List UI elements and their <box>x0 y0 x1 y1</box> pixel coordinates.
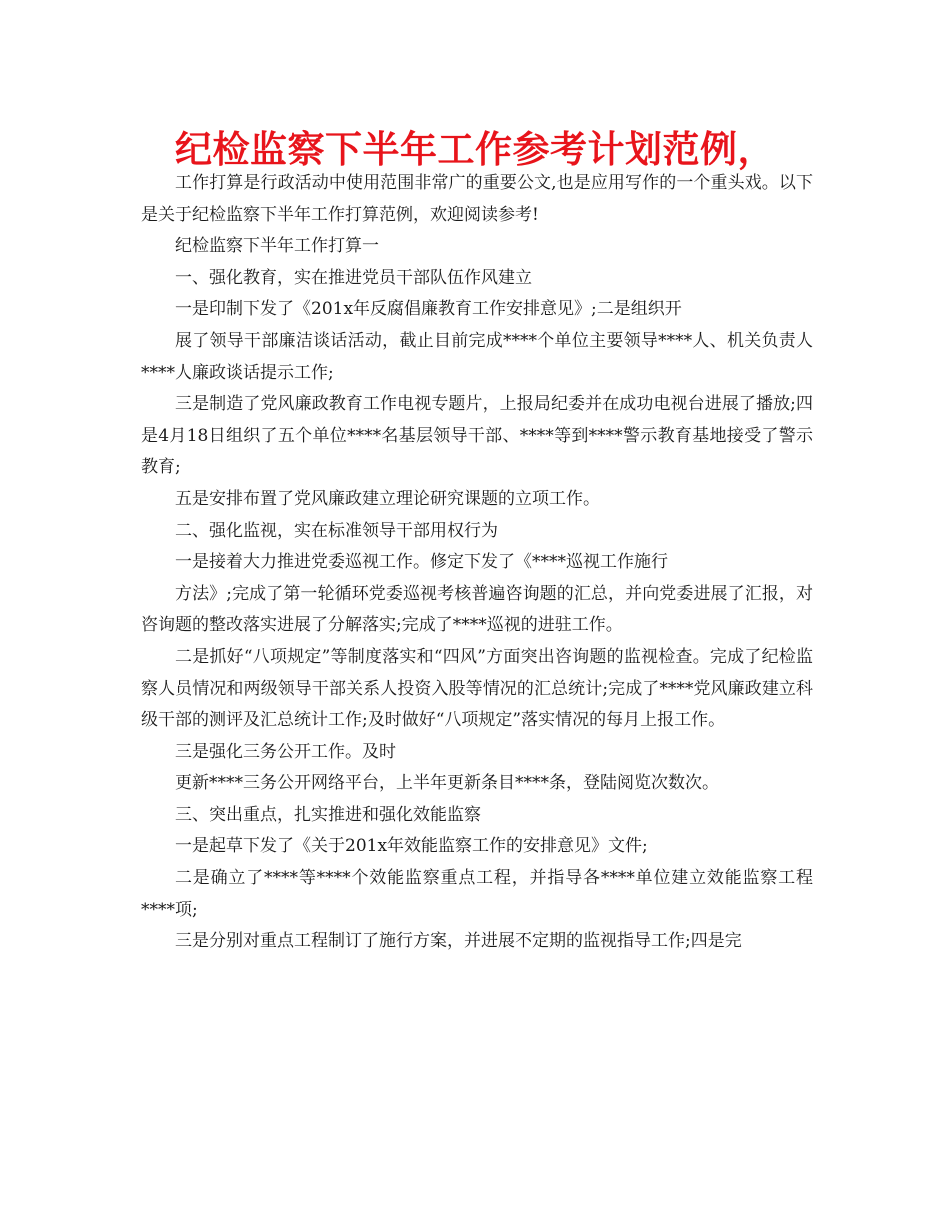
document-body <box>141 168 813 958</box>
paragraph-intro: 工作打算是行政活动中使用范围非常广的重要公文,也是应用写作的一个重头戏。以下是关于纪检监察下半年工作打算范例，欢迎阅读参考! <box>141 173 813 225</box>
paragraph: 二是确立了****等****个效能监察重点工程，并指导各****单位建立效能监察工程****项; <box>141 868 813 920</box>
paragraph: 三是分别对重点工程制订了施行方案，并进展不定期的监视指导工作;四是完 <box>175 931 742 952</box>
paragraph: 一是起草下发了《关于201x年效能监察工作的安排意见》文件; <box>175 836 648 857</box>
paragraph: 三是强化三务公开工作。及时 <box>175 741 396 762</box>
section-heading-3: 三、突出重点，扎实推进和强化效能监察 <box>175 804 481 825</box>
paragraph: 展了领导干部廉洁谈话活动，截止目前完成****个单位主要领导****人、机关负责人****人廉政谈话提示工作; <box>141 330 813 383</box>
paragraph-plan-heading: 纪检监察下半年工作打算一 <box>175 236 379 257</box>
paragraph: 方法》;完成了第一轮循环党委巡视考核普遍咨询题的汇总，并向党委进展了汇报，对咨询题的整改落实进展了分解落实;完成了****巡视的进驻工作。 <box>141 583 813 636</box>
paragraph: 更新****三务公开网络平台，上半年更新条目****条，登陆阅览次数次。 <box>175 773 719 794</box>
section-heading-2: 二、强化监视，实在标准领导干部用权行为 <box>175 520 498 541</box>
section-heading-1: 一、强化教育，实在推进党员干部队伍作风建立 <box>175 267 532 288</box>
paragraph: 二是抓好“八项规定”等制度落实和“四风”方面突出咨询题的监视检查。完成了纪检监察人员情况和两级领导干部关系人投资入股等情况的汇总统计;完成了****党风廉政建立科级干部的测评及汇总统计工作;及时做好“八项规定”落实情况的每月上报工作。 <box>141 646 813 731</box>
paragraph: 三是制造了党风廉政教育工作电视专题片，上报局纪委并在成功电视台进展了播放;四是4月18日组织了五个单位****名基层领导干部、****等到****警示教育基地接受了警示教育; <box>141 394 813 478</box>
paragraph: 一是印制下发了《201x年反腐倡廉教育工作安排意见》;二是组织开 <box>175 299 682 320</box>
paragraph: 一是接着大力推进党委巡视工作。修定下发了《****巡视工作施行 <box>175 552 668 573</box>
paragraph: 五是安排布置了党风廉政建立理论研究课题的立项工作。 <box>175 488 600 509</box>
document-title: 纪检监察下半年工作参考计划范例， <box>175 128 775 171</box>
